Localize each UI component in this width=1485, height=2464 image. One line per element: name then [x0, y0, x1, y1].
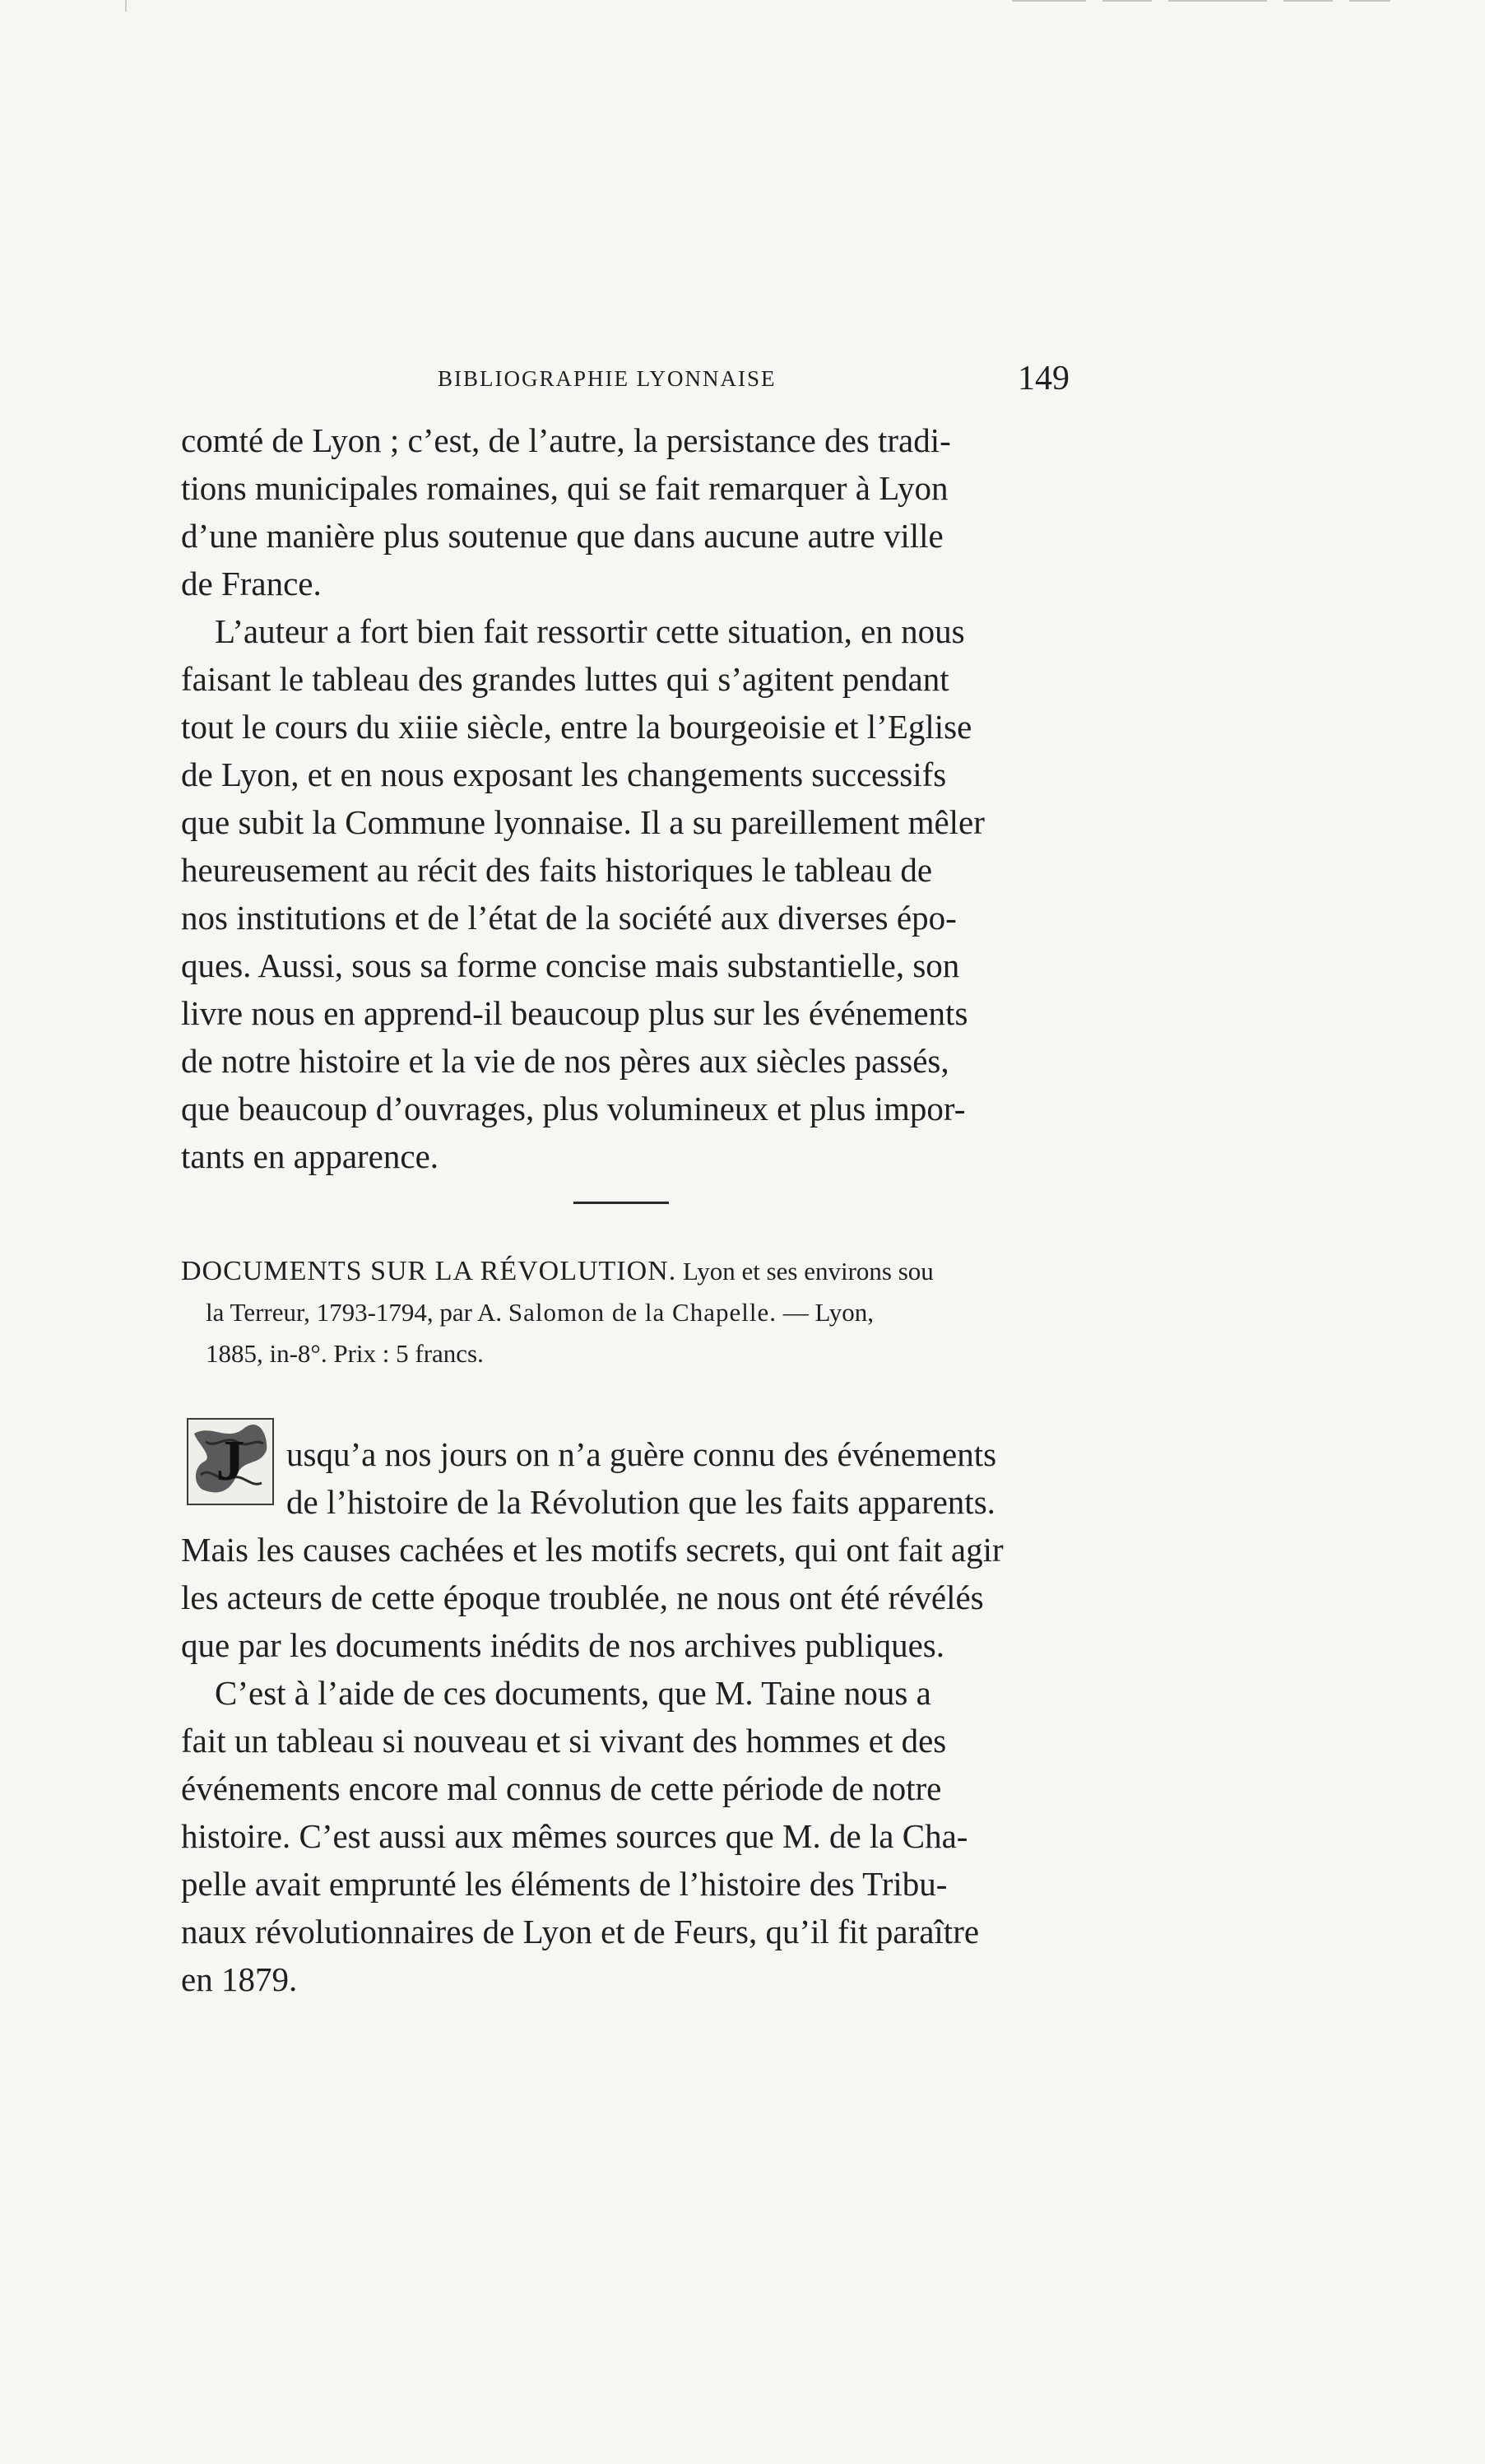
entry-title-text: Lyon et ses environs sou	[676, 1257, 934, 1285]
text-line: heureusement au récit des faits historiques le tableau de	[181, 851, 933, 889]
text-line: naux révolutionnaires de Lyon et de Feurs, qu’il fit paraître	[181, 1913, 980, 1950]
text-line: usqu’a nos jours on n’a guère connu des événements	[286, 1435, 997, 1473]
text-line: de l’histoire de la Révolution que les faits apparents.	[286, 1483, 995, 1521]
second-paragraph-block	[181, 1430, 1070, 2003]
text-line: faisant le tableau des grandes luttes qui s’agitent pendant	[181, 660, 949, 698]
entry-text: la Terreur, 1793-1794, par A.	[206, 1298, 508, 1327]
scan-edge	[1012, 0, 1086, 2]
text-line: L’auteur a fort bien fait ressortir cette situation, en nous	[181, 612, 965, 650]
running-title: BIBLIOGRAPHIE LYONNAISE	[438, 366, 777, 391]
entry-line	[181, 1292, 1086, 1333]
text-line: C’est à l’aide de ces documents, que M. Taine nous a	[181, 1674, 931, 1712]
text-line: événements encore mal connus de cette période de notre	[181, 1769, 942, 1807]
text-line: Mais les causes cachées et les motifs secrets, qui ont fait agir	[181, 1531, 1004, 1569]
entry-line	[181, 1251, 1086, 1292]
text-line: comté de Lyon ; c’est, de l’autre, la persistance des tradi-	[181, 421, 951, 459]
entry-heading: DOCUMENTS SUR LA RÉVOLUTION.	[181, 1256, 677, 1286]
svg-text:J: J	[216, 1430, 245, 1493]
text-line: fait un tableau si nouveau et si vivant des hommes et des	[181, 1722, 947, 1760]
text-line: tions municipales romaines, qui se fait remarquer à Lyon	[181, 469, 949, 507]
text-line: nos institutions et de l’état de la société aux diverses épo-	[181, 899, 957, 937]
text-line: de Lyon, et en nous exposant les changements successifs	[181, 755, 947, 793]
scan-edge	[1168, 0, 1267, 2]
section-divider	[573, 1202, 669, 1204]
entry-line: 1885, in-8°. Prix : 5 francs.	[206, 1339, 484, 1368]
entry-author: Salomon de la Chapelle.	[508, 1298, 777, 1327]
text-line: d’une manière plus soutenue que dans aucune autre ville	[181, 517, 944, 555]
scan-edge	[1283, 0, 1333, 2]
text-line: tants en apparence.	[181, 1137, 439, 1175]
bibliography-entry	[181, 1251, 1086, 1374]
page-number: 149	[1018, 360, 1070, 397]
text-line: histoire. C’est aussi aux mêmes sources que M. de la Cha-	[181, 1817, 968, 1855]
text-line: ques. Aussi, sous sa forme concise mais substantielle, son	[181, 946, 960, 984]
running-header	[165, 362, 1070, 403]
text-line: les acteurs de cette époque troublée, ne nous ont été révélés	[181, 1578, 984, 1616]
text-line: en 1879.	[181, 1960, 298, 1998]
text-line: que beaucoup d’ouvrages, plus volumineux et plus impor-	[181, 1090, 966, 1127]
text-line: que par les documents inédits de nos archives publiques.	[181, 1626, 944, 1664]
scan-mark	[125, 0, 127, 12]
text-line: de France.	[181, 565, 322, 602]
scan-edge	[1349, 0, 1390, 2]
entry-text: — Lyon,	[776, 1298, 874, 1327]
first-paragraph-block	[181, 416, 1070, 1180]
scan-edge	[1102, 0, 1152, 2]
text-line: pelle avait emprunté les éléments de l’histoire des Tribu-	[181, 1865, 948, 1903]
text-line: livre nous en apprend-il beaucoup plus sur les événements	[181, 994, 968, 1032]
text-line: de notre histoire et la vie de nos pères aux siècles passés,	[181, 1042, 949, 1080]
text-line: tout le cours du xiiie siècle, entre la bourgeoisie et l’Eglise	[181, 708, 972, 746]
text-line: que subit la Commune lyonnaise. Il a su pareillement mêler	[181, 803, 985, 841]
